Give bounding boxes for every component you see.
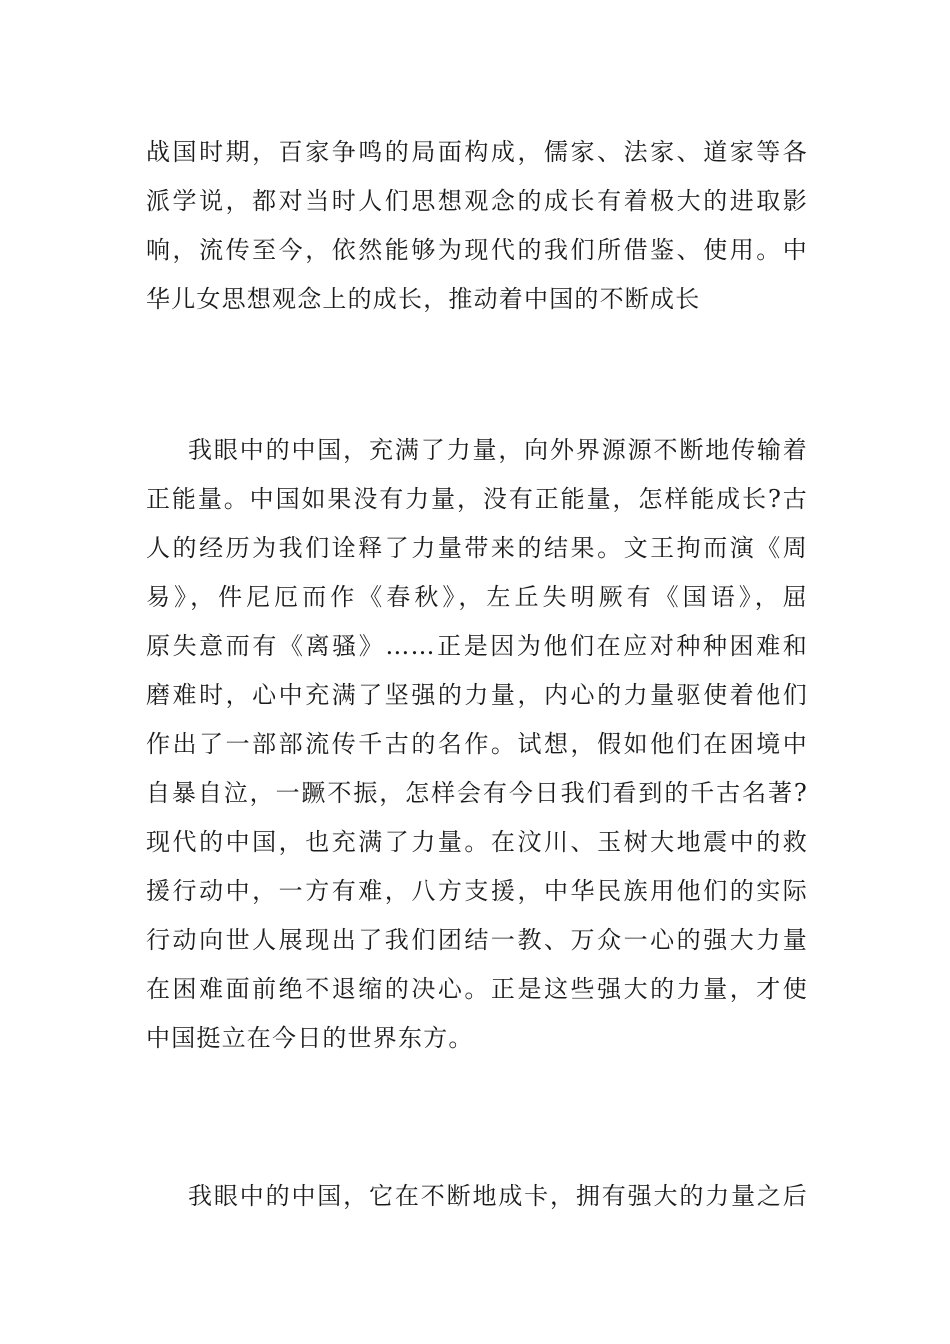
paragraph-line: 自暴自泣，一蹶不振，怎样会有今日我们看到的千古名著? (146, 779, 808, 807)
paragraph-line: 磨难时，心中充满了坚强的力量，内心的力量驱使着他们 (146, 681, 808, 709)
paragraph-line: 原失意而有《离骚》……正是因为他们在应对种种困难和 (146, 632, 808, 660)
paragraph-line: 我眼中的中国，它在不断地成卡，拥有强大的力量之后 (188, 1182, 808, 1210)
paragraph-line: 现代的中国，也充满了力量。在汶川、玉树大地震中的救 (146, 828, 808, 856)
paragraph-line: 正能量。中国如果没有力量，没有正能量，怎样能成长?古 (146, 485, 808, 513)
paragraph-1 (146, 128, 808, 324)
paragraph-line: 战国时期，百家争鸣的局面构成，儒家、法家、道家等各 (146, 138, 808, 166)
paragraph-line: 援行动中，一方有难，八方支援，中华民族用他们的实际 (146, 877, 808, 905)
paragraph-line: 响，流传至今，依然能够为现代的我们所借鉴、使用。中 (146, 236, 808, 264)
paragraph-line: 华儿女思想观念上的成长，推动着中国的不断成长 (146, 285, 701, 313)
paragraph-line: 派学说，都对当时人们思想观念的成长有着极大的进取影 (146, 187, 808, 215)
paragraph-line: 易》，件尼厄而作《春秋》，左丘失明厥有《国语》，屈 (146, 583, 808, 611)
paragraph-line: 人的经历为我们诠释了力量带来的结果。文王拘而演《周 (146, 534, 808, 562)
paragraph-line: 作出了一部部流传千古的名作。试想，假如他们在困境中 (146, 730, 808, 758)
paragraph-line: 行动向世人展现出了我们团结一教、万众一心的强大力量 (146, 926, 808, 954)
paragraph-3 (146, 1172, 808, 1221)
paragraph-line: 在困难面前绝不退缩的决心。正是这些强大的力量，才使 (146, 975, 808, 1003)
paragraph-2 (146, 426, 808, 1063)
paragraph-line: 中国挺立在今日的世界东方。 (146, 1024, 474, 1052)
paragraph-line: 我眼中的中国，充满了力量，向外界源源不断地传输着 (188, 436, 808, 464)
